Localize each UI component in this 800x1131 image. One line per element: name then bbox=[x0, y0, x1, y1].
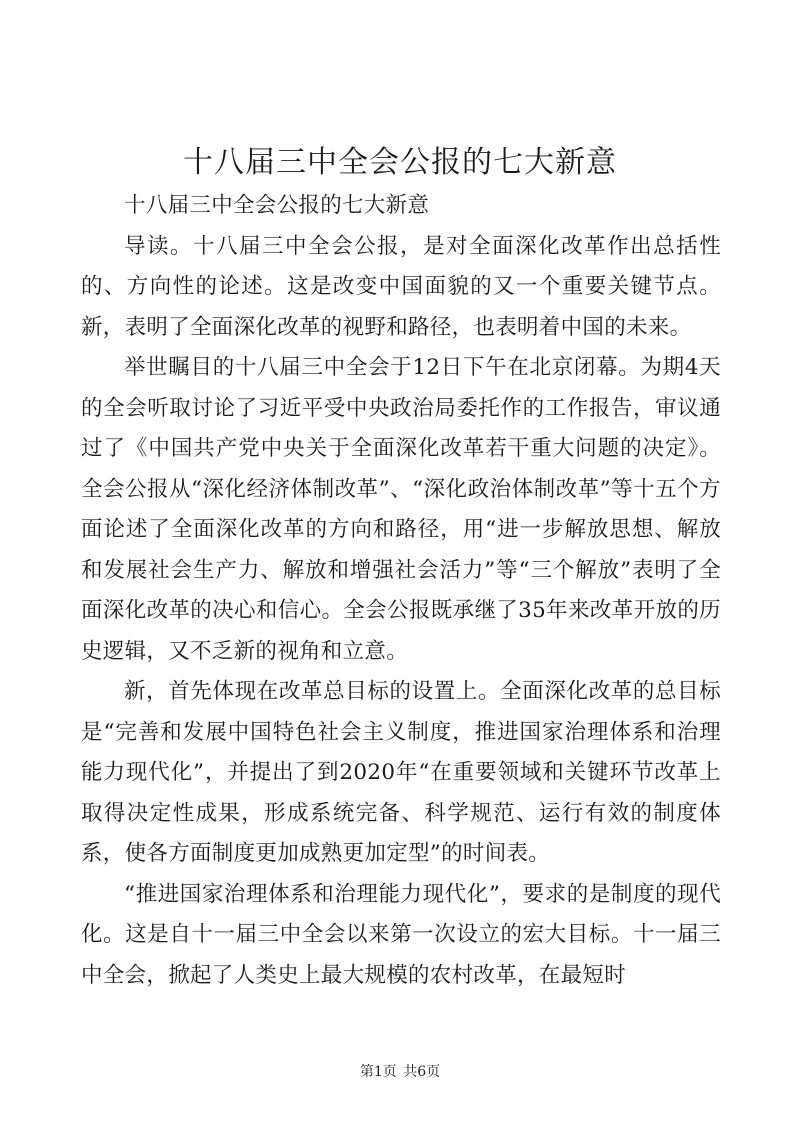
page-footer bbox=[0, 1062, 800, 1082]
paragraph-goal: 新，首先体现在改革总目标的设置上。全面深化改革的总目标是“完善和发展中国特色社会主义制度，推进国家治理体系和治理能力现代化”，并提出了到2020年“在重要领域和关键环节改革上取得决定性成果，形成系统完备、科学规范、运行有效的制度体系，使各方面制度更加成熟更加定型”的时间表。 bbox=[81, 679, 721, 866]
paragraph-subtitle: 十八届三中全会公报的七大新意 bbox=[124, 193, 430, 218]
paragraph-intro: 导读。十八届三中全会公报，是对全面深化改革作出总括性的、方向性的论述。这是改变中国面貌的又一个重要关键节点。新，表明了全面深化改革的视野和路径，也表明着中国的未来。 bbox=[81, 233, 721, 340]
page-number: 第1页 bbox=[359, 1064, 397, 1080]
page-total: 共6页 bbox=[403, 1064, 441, 1080]
document-title: 十八届三中全会公报的七大新意 bbox=[183, 145, 617, 180]
document-body bbox=[81, 186, 721, 996]
paragraph-session: 举世瞩目的十八届三中全会于12日下午在北京闭幕。为期4天的全会听取讨论了习近平受中央政治局委托作的工作报告，审议通过了《中国共产党中央关于全面深化改革若干重大问题的决定》。全会公报从“深化经济体制改革”、“深化政治体制改革”等十五个方面论述了全面深化改革的方向和路径，用“进一步解放思想、解放和发展社会生产力、解放和增强社会活力”等“三个解放”表明了全面深化改革的决心和信心。全会公报既承继了35年来改革开放的历史逻辑，又不乏新的视角和立意。 bbox=[81, 355, 721, 664]
paragraph-modernization: “推进国家治理体系和治理能力现代化”，要求的是制度的现代化。这是自十一届三中全会以来第一次设立的宏大目标。十一届三中全会，掀起了人类史上最大规模的农村改革，在最短时 bbox=[81, 881, 721, 988]
